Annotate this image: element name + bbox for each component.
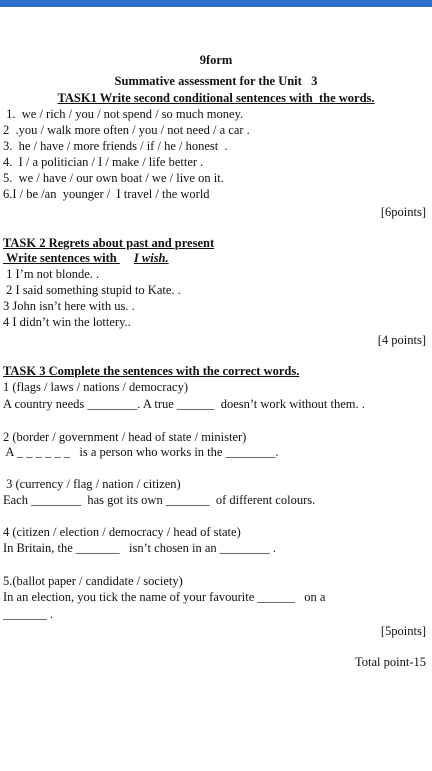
task3-item-1-options: 1 (flags / laws / nations / democracy)	[3, 380, 189, 394]
total-points: Total point-15	[355, 655, 426, 669]
task3-item-5-continuation: _______ .	[3, 607, 53, 621]
task2-points: [4 points]	[377, 333, 426, 347]
task3-item-5-sentence: In an election, you tick the name of your favourite ______ on a	[3, 590, 326, 604]
task2-subheading-text: Write sentences with	[3, 251, 120, 265]
task1-item-2: 2 .you / walk more often / you / not need / a car .	[3, 123, 250, 137]
task3-points: [5points]	[380, 624, 426, 638]
task1-item-1: 1. we / rich / you / not spend / so much money.	[3, 107, 244, 121]
task2-heading: TASK 2 Regrets about past and present	[3, 236, 215, 250]
task3-item-4-sentence: In Britain, the _______ isn’t chosen in an ________ .	[3, 541, 277, 555]
task2-item-3: 3 John isn’t here with us. .	[3, 299, 135, 313]
task1-item-6: 6.I / be /an younger / I travel / the world	[3, 187, 210, 201]
task2-item-4: 4 I didn’t win the lottery..	[3, 315, 131, 329]
task3-item-2-sentence: A _ _ _ _ _ _ is a person who works in the ________.	[3, 445, 279, 459]
task3-item-2-options: 2 (border / government / head of state / minister)	[3, 430, 247, 444]
task3-heading: TASK 3 Complete the sentences with the correct words.	[3, 364, 300, 378]
task2-item-1: 1 I’m not blonde. .	[3, 267, 100, 281]
task2-item-2: 2 I said something stupid to Kate. .	[3, 283, 181, 297]
task1-item-5: 5. we / have / our own boat / we / live on it.	[3, 171, 224, 185]
task1-item-4: 4. I / a politician / I / make / life better .	[3, 155, 204, 169]
task3-item-3-sentence: Each ________ has got its own _______ of different colours.	[3, 493, 316, 507]
task3-item-4-options: 4 (citizen / election / democracy / head of state)	[3, 525, 241, 539]
task3-item-5-options: 5.(ballot paper / candidate / society)	[3, 574, 183, 588]
assessment-title: Summative assessment for the Unit 3	[114, 74, 318, 88]
task3-item-3-options: 3 (currency / flag / nation / citizen)	[3, 477, 181, 491]
task1-points: [6points]	[380, 205, 426, 219]
task2-subheading-emphasis: I wish.	[133, 251, 169, 265]
task3-item-1-sentence: A country needs ________. A true ______ doesn’t work without them. .	[3, 397, 365, 411]
form-label: 9form	[199, 53, 233, 67]
task1-item-3: 3. he / have / more friends / if / he / honest .	[3, 139, 228, 153]
task2-subheading	[3, 251, 169, 266]
task1-heading: TASK1 Write second conditional sentences with the words.	[57, 91, 375, 105]
